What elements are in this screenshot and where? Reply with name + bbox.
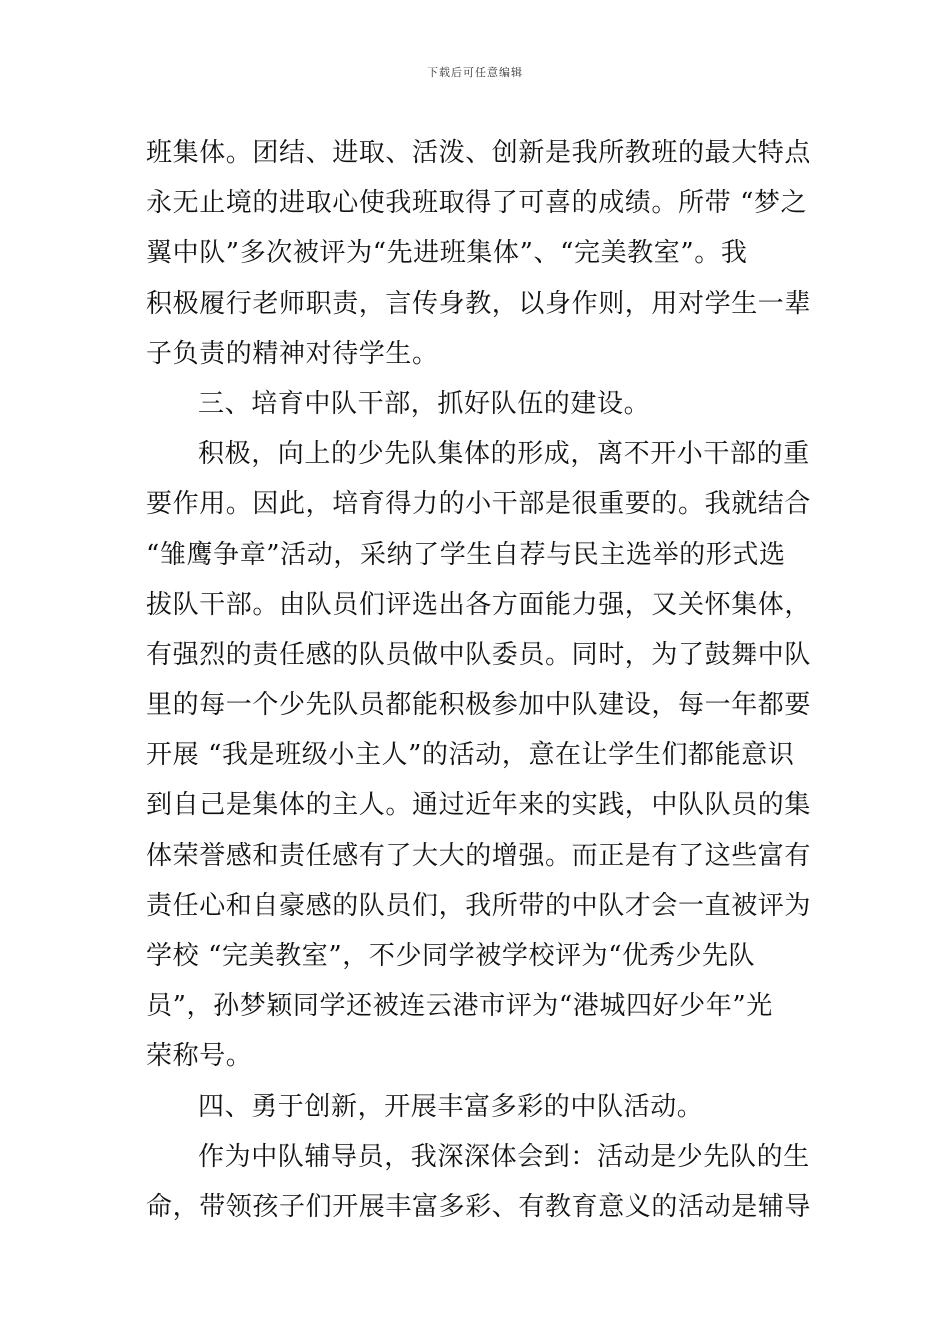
text-line: 要作用。因此，培育得力的小干部是很重要的。我就结合 bbox=[146, 489, 812, 520]
text-line: 命，带领孩子们开展丰富多彩、有教育意义的活动是辅导 bbox=[146, 1191, 812, 1222]
page-header-note: 下载后可任意编辑 bbox=[427, 66, 523, 79]
text-line: 翼中队”多次被评为“先进班集体”、“完美教室”。我 bbox=[146, 238, 748, 269]
text-line: 班集体。团结、进取、活泼、创新是我所教班的最大特点 bbox=[146, 138, 812, 168]
text-line: 永无止境的进取心使我班取得了可喜的成绩。所带 “梦之 bbox=[146, 188, 808, 219]
text-line: 开展 “我是班级小主人”的活动，意在让学生们都能意识 bbox=[146, 740, 795, 771]
text-line: 体荣誉感和责任感有了大大的增强。而正是有了这些富有 bbox=[146, 840, 812, 871]
document-body bbox=[146, 128, 812, 1232]
text-line: 员”，孙梦颖同学还被连云港市评为“港城四好少年”光 bbox=[146, 991, 773, 1022]
section-heading: 四、勇于创新，开展丰富多彩的中队活动。 bbox=[198, 1091, 704, 1122]
text-line: 学校 “完美教室”，不少同学被学校评为“优秀少先队 bbox=[146, 941, 756, 971]
text-line: 子负责的精神对待学生。 bbox=[146, 338, 439, 369]
paragraph-start-line: 积极，向上的少先队集体的形成，离不开小干部的重 bbox=[198, 439, 810, 470]
text-line: 责任心和自豪感的队员们，我所带的中队才会一直被评为 bbox=[146, 890, 812, 921]
text-line: 积极履行老师职责，言传身教，以身作则，用对学生一辈 bbox=[146, 288, 812, 319]
text-line: 拔队干部。由队员们评选出各方面能力强，又关怀集体， bbox=[146, 589, 812, 620]
text-line: 里的每一个少先队员都能积极参加中队建设，每一年都要 bbox=[146, 690, 812, 721]
section-heading: 三、培育中队干部，抓好队伍的建设。 bbox=[198, 388, 651, 419]
text-line: 到自己是集体的主人。通过近年来的实践，中队队员的集 bbox=[146, 790, 812, 821]
text-line: “雏鹰争章”活动，采纳了学生自荐与民主选举的形式选 bbox=[146, 539, 786, 570]
paragraph-start-line: 作为中队辅导员，我深深体会到：活动是少先队的生 bbox=[198, 1141, 810, 1172]
text-line: 有强烈的责任感的队员做中队委员。同时，为了鼓舞中队 bbox=[146, 639, 812, 670]
text-line: 荣称号。 bbox=[146, 1041, 253, 1072]
